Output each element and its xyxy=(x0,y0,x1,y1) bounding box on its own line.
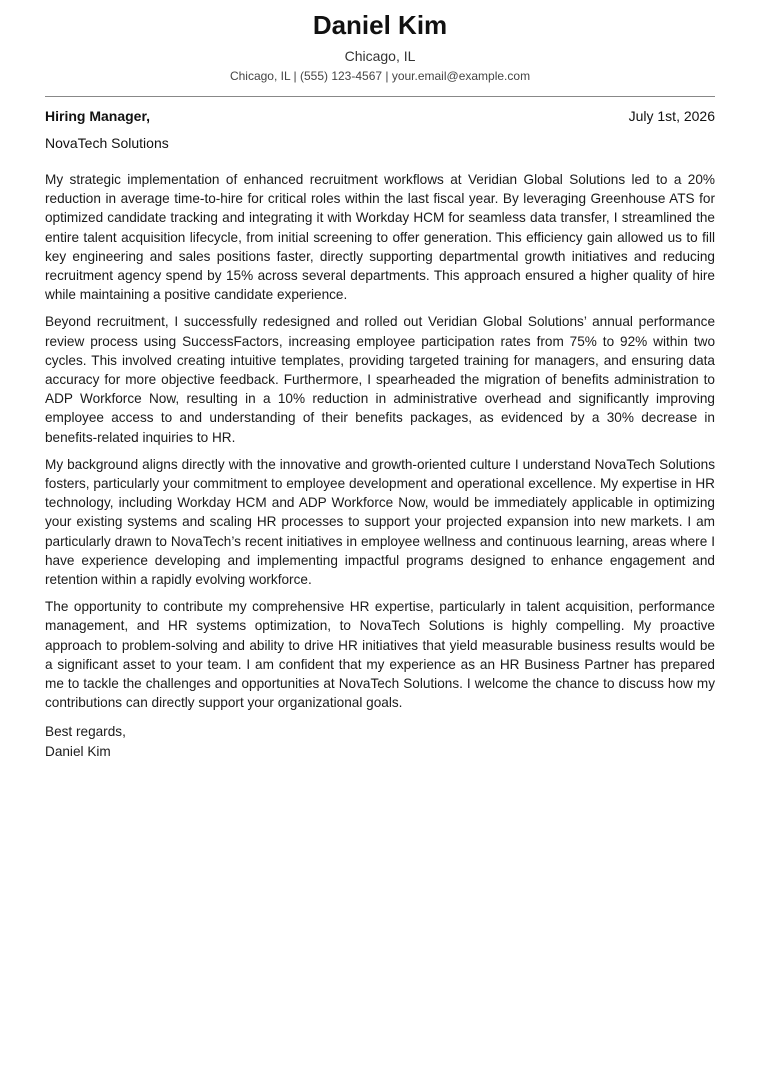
body-paragraph: Beyond recruitment, I successfully redesigned and rolled out Veridian Global Solutions’ annual performance review process using SuccessFactors, increasing employee participation rates from 75% to 92% within two cycles. This involved creating intuitive templates, providing targeted training for managers, and ensuring data accuracy for more objective feedback. Furthermore, I spearheaded the migration of benefits administration to ADP Workforce Now, resulting in a 10% reduction in administrative overhead and significantly improving employee access to and understanding of their benefits packages, as evidenced by a 30% decrease in benefits-related inquiries to HR. xyxy=(45,314,715,445)
signature-name: Daniel Kim xyxy=(45,743,111,759)
recipient-salutation: Hiring Manager, xyxy=(45,108,151,124)
body-paragraph: My background aligns directly with the innovative and growth-oriented culture I understand NovaTech Solutions fosters, particularly your commitment to employee development and operational excellence. My expertise in HR technology, including Workday HCM and ADP Workforce Now, would be immediately applicable in optimizing your existing systems and scaling HR processes to support your projected expansion into new markets. I am particularly drawn to NovaTech’s recent initiatives in employee wellness and continuous learning, areas where I have experience developing and implementing impactful programs designed to enhance engagement and retention within a rapidly evolving workforce. xyxy=(45,456,715,588)
letter-date: July 1st, 2026 xyxy=(628,108,715,124)
salutation-row xyxy=(45,107,715,125)
body-paragraph: My strategic implementation of enhanced recruitment workflows at Veridian Global Solutions led to a 20% reduction in average time-to-hire for critical roles within the last fiscal year. By leveraging Greenhouse ATS for optimized candidate tracking and integrating it with Workday HCM for seamless data transfer, I streamlined the entire talent acquisition lifecycle, from initial screening to offer generation. This efficiency gain allowed us to fill key engineering and sales positions faster, directly supporting departmental growth initiatives and reducing recruitment agency spend by 15% across several departments. This approach ensured a higher quality of hire while maintaining a positive candidate experience. xyxy=(45,172,715,303)
header-divider xyxy=(45,96,715,97)
applicant-location: Chicago, IL xyxy=(344,48,416,64)
applicant-contact: Chicago, IL | (555) 123-4567 | your.email@example.com xyxy=(229,69,531,83)
applicant-name: Daniel Kim xyxy=(312,10,448,40)
letter-header xyxy=(45,0,715,84)
closing-phrase: Best regards, xyxy=(45,724,126,740)
body-paragraph: The opportunity to contribute my comprehensive HR expertise, particularly in talent acquisition, performance management, and HR systems optimization, to NovaTech Solutions is highly compelling. My proactive approach to problem-solving and ability to drive HR initiatives that yield measurable business results would be a significant asset to your team. I am confident that my experience as an HR Business Partner has prepared me to tackle the challenges and opportunities at NovaTech Solutions. I welcome the chance to discuss how my contributions can directly support your organizational goals. xyxy=(45,599,715,711)
company-name: NovaTech Solutions xyxy=(45,135,169,151)
letter-body xyxy=(45,170,715,712)
letter-closing-block xyxy=(45,722,715,760)
